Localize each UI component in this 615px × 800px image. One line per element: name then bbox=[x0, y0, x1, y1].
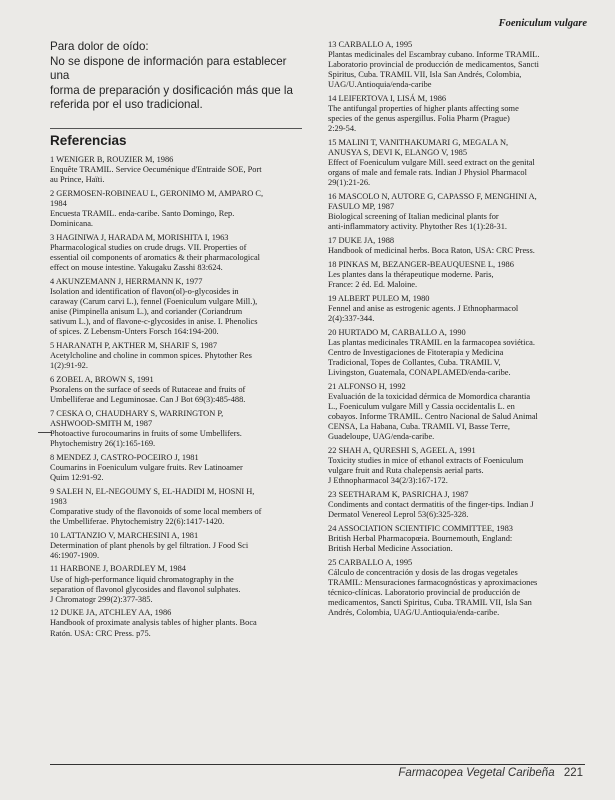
page-number: 221 bbox=[563, 767, 583, 779]
reference-line: France: 2 éd. Ed. Maloine. bbox=[328, 280, 418, 290]
reference-line: 46:1907-1909. bbox=[50, 550, 100, 560]
reference-line: The antifungal properties of higher plants affecting some bbox=[328, 104, 519, 114]
reference-line: au Prince, Haïti. bbox=[50, 175, 105, 185]
reference-line: Use of high-performance liquid chromatography in the bbox=[50, 574, 234, 584]
reference-entry bbox=[50, 189, 312, 229]
reference-authors: 24 ASSOCIATION SCIENTIFIC COMMITTEE, 1983 bbox=[328, 523, 513, 533]
reference-entry bbox=[50, 155, 312, 185]
reference-line: Livingston, Guatemala, CONAPLAMED/enda-caribe. bbox=[328, 367, 511, 377]
reference-line: Spiritus, Cuba. TRAMIL VII, Isla San Andrés, Colombia, bbox=[328, 70, 522, 80]
reference-authors: 7 CESKA O, CHAUDHARY S, WARRINGTON P, bbox=[50, 408, 224, 418]
reference-line: UAG/U.Antioquia/enda-caribe bbox=[328, 80, 432, 90]
reference-line: Acetylcholine and choline in common spices. Phytother Res bbox=[50, 351, 252, 361]
reference-line: medicamentos, Sancti Spiritus, Cuba. TRAMIL VII, Isla San bbox=[328, 597, 532, 607]
reference-authors: 3 HAGINIWA J, HARADA M, MORISHITA I, 1963 bbox=[50, 232, 229, 242]
running-header: Foeniculum vulgare bbox=[498, 18, 587, 29]
reference-authors: 11 HARBONE J, BOARDLEY M, 1984 bbox=[50, 564, 186, 574]
reference-entry bbox=[328, 94, 586, 134]
reference-line: Phytochemistry 26(1):165-169. bbox=[50, 439, 156, 448]
reference-authors: 9 SALEH N, EL-NEGOUMY S, EL-HADIDI M, HOSNI H, bbox=[50, 486, 255, 496]
reference-entry bbox=[328, 446, 586, 486]
reference-line: anise (Pimpinella anisum L.), and coriander (Coriandrum bbox=[50, 307, 243, 317]
reference-entry bbox=[50, 608, 312, 638]
reference-entry bbox=[50, 487, 312, 527]
page-footer bbox=[398, 767, 583, 779]
reference-entry bbox=[328, 236, 586, 256]
reference-line: British Herbal Medicine Association. bbox=[328, 543, 453, 553]
reference-line: CENSA, La Habana, Cuba. TRAMIL VI, Basse Terre, bbox=[328, 422, 510, 432]
reference-line: Enquête TRAMIL. Service Oecuménique d'Entraide SOE, Port bbox=[50, 165, 262, 175]
reference-line: species of the genus aspergillus. Folia Pharm (Prague) bbox=[328, 114, 510, 124]
reference-line: vulgare fruit and Ruta chalepensis aerial parts. bbox=[328, 466, 484, 475]
reference-line: caraway (Carum carvi L.), fennel (Foeniculum vulgare Mill.), bbox=[50, 297, 258, 306]
reference-line: FASULO MP, 1987 bbox=[328, 202, 395, 212]
references-right-column bbox=[328, 40, 586, 622]
reference-authors: 20 HURTADO M, CARBALLO A, 1990 bbox=[328, 327, 466, 337]
reference-authors: 19 ALBERT PULEO M, 1980 bbox=[328, 293, 430, 303]
reference-line: essential oil components of aromatics & their pharmacological bbox=[50, 253, 261, 263]
reference-authors: 15 MALINI T, VANITHAKUMARI G, MEGALA N, bbox=[328, 138, 509, 148]
reference-line: Andrés, Colombia, UAG/U.Antioquia/enda-caribe. bbox=[328, 608, 500, 617]
reference-line: Psoralens on the surface of seeds of Rutaceae and fruits of bbox=[50, 384, 246, 394]
intro-line: forma de preparación y dosificación más que la bbox=[50, 83, 293, 97]
reference-line: Guadeloupe, UAG/enda-caribe. bbox=[328, 432, 435, 442]
reference-line: Encuesta TRAMIL. enda-caribe. Santo Domingo, Rep. bbox=[50, 209, 235, 219]
reference-authors: 23 SEETHARAM K, PASRICHA J, 1987 bbox=[328, 489, 469, 499]
reference-line: Evaluación de la toxicidad dérmica de Momordica charantia bbox=[328, 391, 531, 401]
reference-line: ANUSYA S, DEVI K, ELANGO V, 1985 bbox=[328, 148, 468, 158]
reference-entry bbox=[328, 382, 586, 443]
reference-line: anti-inflammatory activity. Phytother Res 1(1):28-31. bbox=[328, 222, 508, 232]
reference-entry bbox=[328, 294, 586, 324]
reference-line: Coumarins in Foeniculum vulgare fruits. Rev Latinoamer bbox=[50, 462, 243, 472]
reference-line: the Umbelliferae. Phytochemistry 22(6):1417-1420. bbox=[50, 516, 225, 526]
reference-line: Las plantas medicinales TRAMIL en la farmacopea soviética. bbox=[328, 337, 535, 347]
reference-authors: 18 PINKAS M, BEZANGER-BEAUQUESNE L, 1986 bbox=[328, 259, 514, 269]
reference-line: Dominicana. bbox=[50, 219, 94, 229]
reference-entry bbox=[50, 277, 312, 338]
reference-entry bbox=[50, 233, 312, 273]
reference-entry bbox=[50, 341, 312, 371]
reference-line: organs of male and female rats. Indian J Physiol Pharmacol bbox=[328, 168, 527, 178]
references-heading: Referencias bbox=[50, 133, 127, 148]
reference-line: Plantas medicinales del Escambray cubano. Informe TRAMIL. bbox=[328, 50, 540, 60]
reference-entry bbox=[50, 531, 312, 561]
reference-authors: 4 AKUNZEMANN J, HERRMANN K, 1977 bbox=[50, 276, 203, 286]
reference-authors: 14 LEIFERTOVA I, LISÁ M, 1986 bbox=[328, 94, 447, 104]
reference-entry bbox=[328, 192, 586, 232]
reference-line: J Chromatogr 299(2):377-385. bbox=[50, 594, 153, 604]
reference-line: 1984 bbox=[50, 198, 67, 208]
reference-line: Determination of plant phenols by gel filtration. J Food Sci bbox=[50, 540, 249, 550]
reference-line: Effect of Foeniculum vulgare Mill. seed extract on the genital bbox=[328, 158, 535, 168]
reference-line: técnico-clínicas. Laboratorio provincial de producción de bbox=[328, 587, 521, 597]
intro-line: No se dispone de información para establecer una bbox=[50, 54, 287, 82]
reference-line: 1(2):91-92. bbox=[50, 361, 88, 371]
reference-line: sativum L.), and of flavone-c-glycosides in anise. I. Phenolics bbox=[50, 317, 258, 327]
reference-line: of spices. Z Lebensm-Unters Forsch 164:194-200. bbox=[50, 327, 219, 337]
reference-authors: 12 DUKE JA, ATCHLEY AA, 1986 bbox=[50, 608, 172, 618]
reference-line: Handbook of proximate analysis tables of higher plants. Boca bbox=[50, 618, 257, 628]
reference-line: TRAMIL: Mensuraciones farmacognósticas y aproximaciones bbox=[328, 577, 538, 587]
reference-authors: 5 HARANATH P, AKTHER M, SHARIF S, 1987 bbox=[50, 340, 218, 350]
footer-book-title: Farmacopea Vegetal Caribeña bbox=[398, 767, 555, 779]
references-left-column bbox=[50, 155, 312, 642]
reference-line: 1983 bbox=[50, 496, 67, 506]
reference-entry bbox=[328, 40, 586, 90]
reference-line: Dermatol Venereol Leprol 53(6):325-328. bbox=[328, 509, 469, 519]
reference-line: Isolation and identification of flavon(ol)-o-glycosides in bbox=[50, 286, 239, 296]
reference-line: Centro de Investigaciones de Fitoterapia y Medicina bbox=[328, 347, 504, 357]
reference-line: Umbelliferae and Leguminosae. Can J Bot 69(3):485-488. bbox=[50, 395, 246, 405]
reference-line: Fennel and anise as estrogenic agents. J Ethnopharmacol bbox=[328, 303, 519, 313]
reference-line: Pharmacological studies on crude drugs. VII. Properties of bbox=[50, 242, 247, 252]
reference-line: Les plantes dans la thérapeutique moderne. Paris, bbox=[328, 269, 494, 279]
reference-line: J Ethnopharmacol 34(2/3):167-172. bbox=[328, 476, 448, 486]
reference-entry bbox=[50, 375, 312, 405]
reference-authors: 22 SHAH A, QURESHI S, AGEEL A, 1991 bbox=[328, 445, 476, 455]
reference-line: Toxicity studies in mice of ethanol extracts of Foeniculum bbox=[328, 455, 524, 465]
reference-line: effect on mouse intestine. Yakugaku Zasshi 83:624. bbox=[50, 263, 223, 273]
reference-entry bbox=[328, 260, 586, 290]
reference-authors: 6 ZOBEL A, BROWN S, 1991 bbox=[50, 374, 154, 384]
reference-line: Condiments and contact dermatitis of the finger-tips. Indian J bbox=[328, 499, 534, 509]
reference-line: ASHWOOD-SMITH M, 1987 bbox=[50, 418, 153, 428]
reference-entry bbox=[50, 564, 312, 604]
reference-line: Laboratorio provincial de producción de medicamentos, Sancti bbox=[328, 60, 539, 70]
reference-entry bbox=[328, 138, 586, 188]
reference-line: British Herbal Pharmacopœia. Bournemouth, England: bbox=[328, 533, 513, 543]
reference-entry bbox=[328, 490, 586, 520]
intro-line: Para dolor de oído: bbox=[50, 40, 149, 53]
reference-line: L., Foeniculum vulgare Mill y Cassia occidentalis L. en bbox=[328, 401, 515, 411]
intro-paragraph bbox=[50, 40, 300, 113]
reference-line: Tradicional, Topes de Collantes, Cuba. TRAMIL V, bbox=[328, 357, 501, 367]
reference-line: cobayos. Informe TRAMIL. Centro Nacional de Salud Animal bbox=[328, 411, 538, 421]
reference-line: Handbook of medicinal herbs. Boca Raton, USA: CRC Press. bbox=[328, 246, 535, 256]
reference-entry bbox=[50, 453, 312, 483]
reference-authors: 2 GERMOSEN-ROBINEAU L, GERONIMO M, AMPARO C, bbox=[50, 188, 264, 198]
reference-line: 2(4):337-344. bbox=[328, 313, 375, 323]
reference-authors: 17 DUKE JA, 1988 bbox=[328, 236, 395, 246]
reference-line: 29(1):21-26. bbox=[328, 178, 371, 188]
reference-line: Comparative study of the flavonoids of some local members of bbox=[50, 506, 262, 516]
reference-entry bbox=[328, 558, 586, 619]
reference-authors: 16 MASCOLO N, AUTORE G, CAPASSO F, MENGHINI A, bbox=[328, 192, 537, 202]
reference-line: 2:29-54. bbox=[328, 124, 357, 134]
intro-line: referida por el uso tradicional. bbox=[50, 98, 203, 111]
reference-authors: 21 ALFONSO H, 1992 bbox=[328, 381, 406, 391]
reference-line: Biological screening of Italian medicinal plants for bbox=[328, 212, 499, 222]
reference-line: Ratón. USA: CRC Press. p75. bbox=[50, 628, 151, 638]
reference-authors: 13 CARBALLO A, 1995 bbox=[328, 40, 413, 49]
reference-line: Cálculo de concentración y dosis de las drogas vegetales bbox=[328, 567, 518, 577]
reference-authors: 10 LATTANZIO V, MARCHESINI A, 1981 bbox=[50, 530, 199, 540]
reference-line: separation of flavonol glycosides and flavonol sulphates. bbox=[50, 584, 241, 594]
reference-line: Photoactive furocoumarins in fruits of some Umbellifers. bbox=[50, 428, 242, 438]
reference-entry bbox=[50, 409, 312, 449]
references-heading-block bbox=[50, 128, 302, 148]
section-divider bbox=[50, 128, 302, 129]
reference-line: Quim 12:91-92. bbox=[50, 472, 104, 482]
reference-entry bbox=[328, 328, 586, 378]
reference-authors: 1 WENIGER B, ROUZIER M, 1986 bbox=[50, 155, 174, 164]
reference-entry bbox=[328, 524, 586, 554]
reference-authors: 8 MENDEZ J, CASTRO-POCEIRO J, 1981 bbox=[50, 452, 199, 462]
footer-divider bbox=[50, 764, 585, 765]
reference-authors: 25 CARBALLO A, 1995 bbox=[328, 557, 413, 567]
